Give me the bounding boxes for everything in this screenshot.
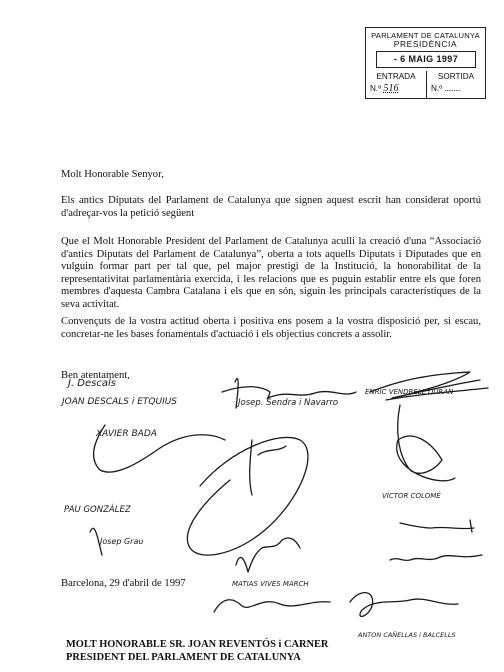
signature-name-bada: XAVIER BADA bbox=[96, 429, 157, 439]
signature-name-vives: MATIAS VIVES MARCH bbox=[232, 580, 309, 588]
signature-name-grau: Josep Grau bbox=[100, 537, 144, 546]
letter-salutation: Molt Honorable Senyor, bbox=[61, 169, 164, 180]
signature-scribble-11 bbox=[214, 600, 330, 612]
signature-scribble-5 bbox=[250, 440, 286, 495]
stamp-sortida-value: ......... bbox=[444, 84, 461, 93]
letter-paragraph-3: Convençuts de la vostra actitud oberta i positiva ens posem a la vostra disposició per, si escau, concretar-ne les bases fonamentals d'actuació i els objectius concrets a assolir. bbox=[61, 316, 481, 340]
signature-scribble-12 bbox=[350, 593, 458, 617]
addressee-name: MOLT HONORABLE SR. JOAN REVENTÓS i CARNER bbox=[66, 639, 329, 650]
signature-name-colome: VÍCTOR COLOMÉ bbox=[382, 492, 441, 500]
stamp-entrada-value: 516 bbox=[383, 83, 399, 94]
stamp-entrada-prefix: N.º bbox=[370, 84, 382, 93]
stamp-office: PRESIDÈNCIA bbox=[393, 39, 458, 49]
stamp-sortida-prefix: N.º bbox=[431, 84, 443, 93]
stamp-date: - 6 MAIG 1997 bbox=[376, 51, 476, 68]
signature-name-gonzalez: PAU GONZÀLEZ bbox=[64, 505, 131, 515]
letter-place-date: Barcelona, 29 d'abril de 1997 bbox=[61, 578, 186, 589]
stamp-sortida-label: SORTIDA bbox=[437, 72, 475, 81]
signature-name-vendrell: ENRIC VENDRELL DURAN bbox=[365, 388, 454, 396]
signature-scribble-4 bbox=[187, 437, 308, 555]
stamp-institution: PARLAMENT DE CATALUNYA bbox=[371, 31, 480, 40]
addressee-title: PRESIDENT DEL PARLAMENT DE CATALUNYA bbox=[66, 651, 301, 663]
stamp-entrada-label: ENTRADA bbox=[376, 72, 416, 81]
signature-scribble-9 bbox=[400, 520, 474, 532]
letter-closing: Ben atentament, bbox=[61, 370, 130, 381]
letter-addressee bbox=[66, 639, 328, 664]
signature-name-canellas: ANTON CAÑELLAS i BALCELLS bbox=[358, 631, 456, 639]
signature-name-descals: J. Descals bbox=[68, 378, 116, 389]
signature-scribble-10 bbox=[390, 555, 482, 560]
signature-name-joan-descals: JOAN DESCALS i ETQUIUS bbox=[62, 397, 178, 407]
signature-scribble-6 bbox=[397, 405, 455, 481]
signature-name-sendra: Josep. Sendra i Navarro bbox=[238, 398, 339, 408]
letter-paragraph-2: Que el Molt Honorable President del Parlament de Catalunya aculli la creació d'una “Associació d'antics Diputats del Parlament de Catalunya”, oberta a tots aquells Diputats i Diputades que en vulguin formar part per tal que, pel major prestigi de la Institució, la honorabilitat de la representativitat parlamentària exercida, i les relacions que es puguin establir entre els que foren membres d'aquesta Cambra Catalana i els que en són, siguin les principals característiques de la seva activitat. bbox=[61, 236, 481, 310]
letter-paragraph-1: Els antics Diputats del Parlament de Catalunya que signen aquest escrit han considerat oportú d'adreçar-vos la petició següent bbox=[61, 195, 481, 219]
